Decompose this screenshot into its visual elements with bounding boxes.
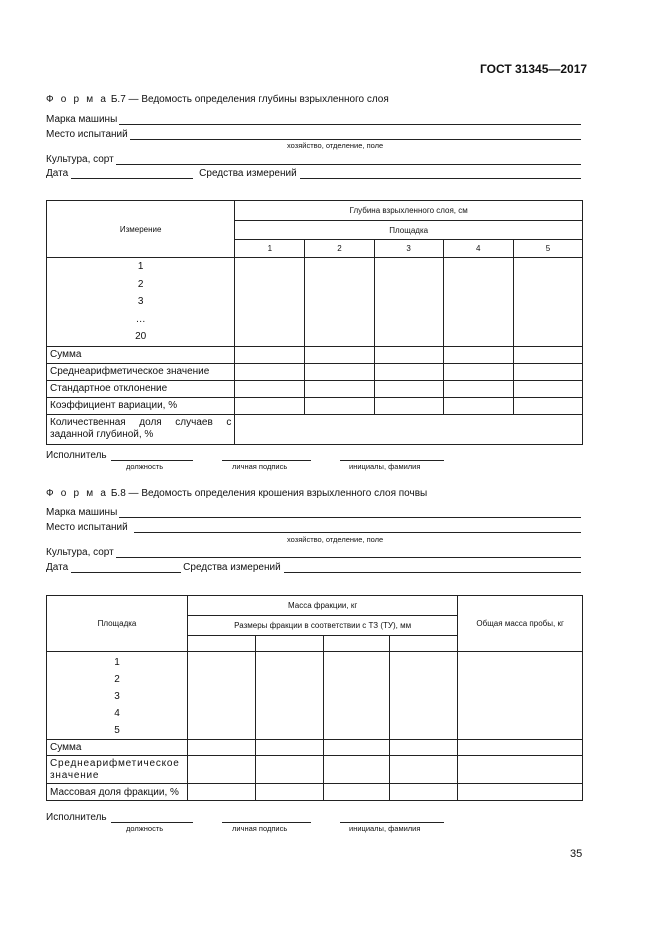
date-line[interactable] bbox=[71, 562, 181, 573]
row-label-stddev: Стандартное отклонение bbox=[47, 380, 235, 397]
crop-label: Культура, сорт bbox=[46, 154, 114, 165]
plot-number: 3 bbox=[114, 691, 120, 702]
data-cell[interactable] bbox=[255, 784, 323, 801]
data-cell[interactable] bbox=[305, 380, 374, 397]
plot-number: 2 bbox=[305, 240, 374, 258]
data-cell[interactable] bbox=[374, 346, 443, 363]
data-cell[interactable] bbox=[235, 363, 305, 380]
machine-label: Марка машины bbox=[46, 114, 118, 125]
form-b7-machine-field[interactable] bbox=[46, 114, 581, 125]
data-cell[interactable] bbox=[458, 784, 583, 801]
data-cell[interactable] bbox=[235, 258, 305, 347]
machine-label: Марка машины bbox=[46, 507, 118, 518]
site-label: Место испытаний bbox=[46, 129, 128, 140]
signature-line[interactable] bbox=[222, 812, 311, 823]
form-b8-table bbox=[46, 595, 583, 801]
name-caption: инициалы, фамилия bbox=[349, 824, 421, 833]
data-cell[interactable] bbox=[235, 380, 305, 397]
position-line[interactable] bbox=[111, 812, 193, 823]
form-b8-title-text: Б.8 — Ведомость определения крошения взрыхленного слоя почвы bbox=[110, 488, 428, 499]
signature-line[interactable] bbox=[222, 450, 311, 461]
row-label-mass-share: Массовая доля фракции, % bbox=[47, 784, 188, 801]
position-caption: должность bbox=[126, 462, 164, 471]
name-line[interactable] bbox=[340, 450, 444, 461]
form-b7-title bbox=[46, 94, 389, 105]
plot-number: 1 bbox=[114, 657, 120, 668]
measurement-number: 1 bbox=[137, 261, 144, 272]
data-cell[interactable] bbox=[374, 397, 443, 414]
data-cell[interactable] bbox=[235, 397, 305, 414]
data-cell[interactable] bbox=[187, 756, 255, 784]
data-cell[interactable] bbox=[390, 740, 458, 756]
name-line[interactable] bbox=[340, 812, 444, 823]
data-cell[interactable] bbox=[235, 414, 583, 444]
plot-number: 5 bbox=[114, 725, 120, 736]
name-caption: инициалы, фамилия bbox=[349, 462, 421, 471]
depth-header: Глубина взрыхленного слоя, см bbox=[235, 201, 583, 221]
data-cell[interactable] bbox=[390, 756, 458, 784]
data-cell[interactable] bbox=[323, 756, 390, 784]
measurement-ellipsis: … bbox=[135, 313, 146, 325]
measurement-number: 20 bbox=[135, 331, 147, 342]
instruments-label: Средства измерений bbox=[183, 562, 281, 573]
plot-number: 5 bbox=[513, 240, 582, 258]
form-b8-machine-field[interactable] bbox=[46, 507, 581, 518]
row-label-sum: Сумма bbox=[47, 740, 188, 756]
date-line[interactable] bbox=[71, 168, 193, 179]
data-cell[interactable] bbox=[323, 740, 390, 756]
plot-number: 3 bbox=[374, 240, 443, 258]
form-b8-crop-field[interactable] bbox=[46, 547, 581, 558]
form-b8-title bbox=[46, 488, 427, 499]
data-cell[interactable] bbox=[443, 363, 513, 380]
form-b8-title-prefix: Ф о р м а bbox=[46, 488, 109, 499]
form-b7-signature bbox=[46, 450, 466, 472]
executor-label: Исполнитель bbox=[46, 450, 107, 461]
data-cell[interactable] bbox=[513, 258, 582, 347]
position-line[interactable] bbox=[111, 450, 193, 461]
form-b8-signature bbox=[46, 812, 466, 834]
data-cell[interactable] bbox=[305, 346, 374, 363]
mass-header: Масса фракции, кг bbox=[187, 596, 457, 616]
crop-line[interactable] bbox=[116, 154, 581, 165]
data-cell[interactable] bbox=[255, 740, 323, 756]
data-cell[interactable] bbox=[443, 258, 513, 347]
site-hint: хозяйство, отделение, поле bbox=[287, 535, 384, 544]
measurement-list bbox=[47, 258, 235, 347]
row-label-variation: Коэффициент вариации, % bbox=[47, 397, 235, 414]
instruments-label: Средства измерений bbox=[199, 168, 297, 179]
data-cell[interactable] bbox=[374, 380, 443, 397]
data-cell[interactable] bbox=[443, 380, 513, 397]
data-cell[interactable] bbox=[305, 363, 374, 380]
data-cell[interactable] bbox=[458, 756, 583, 784]
form-b7-table bbox=[46, 200, 583, 445]
form-b7-title-text: Б.7 — Ведомость определения глубины взрыхленного слоя bbox=[110, 94, 389, 105]
executor-label: Исполнитель bbox=[46, 812, 107, 823]
form-b7-date-instruments-field[interactable] bbox=[46, 168, 581, 179]
data-cell[interactable] bbox=[374, 258, 443, 347]
machine-line[interactable] bbox=[119, 507, 581, 518]
plot-number: 1 bbox=[235, 240, 305, 258]
form-b7-crop-field[interactable] bbox=[46, 154, 581, 165]
data-cell[interactable] bbox=[513, 363, 582, 380]
data-cell[interactable] bbox=[513, 380, 582, 397]
site-label: Место испытаний bbox=[46, 522, 128, 533]
data-cell[interactable] bbox=[323, 652, 390, 740]
row-label-mean: Среднеарифметическое значение bbox=[47, 363, 235, 380]
data-cell[interactable] bbox=[443, 397, 513, 414]
instruments-line[interactable] bbox=[300, 168, 581, 179]
data-cell[interactable] bbox=[187, 652, 255, 740]
data-cell[interactable] bbox=[458, 740, 583, 756]
data-cell[interactable] bbox=[305, 397, 374, 414]
data-cell[interactable] bbox=[513, 346, 582, 363]
row-label-sum: Сумма bbox=[47, 346, 235, 363]
site-line[interactable] bbox=[130, 129, 581, 140]
data-cell[interactable] bbox=[235, 346, 305, 363]
plot-header: Площадка bbox=[47, 596, 188, 652]
fraction-sizes-header: Размеры фракции в соответствии с ТЗ (ТУ), мм bbox=[187, 616, 457, 636]
data-cell[interactable] bbox=[390, 784, 458, 801]
form-b8-site-field[interactable] bbox=[46, 522, 581, 533]
date-label: Дата bbox=[46, 168, 69, 179]
measurement-number: 3 bbox=[137, 296, 144, 307]
instruments-line[interactable] bbox=[284, 562, 581, 573]
plot-number: 4 bbox=[443, 240, 513, 258]
plot-list bbox=[47, 652, 188, 740]
data-cell[interactable] bbox=[187, 784, 255, 801]
measurement-header: Измерение bbox=[47, 201, 235, 258]
signature-caption: личная подпись bbox=[232, 462, 288, 471]
data-cell[interactable] bbox=[323, 784, 390, 801]
fraction-size-cell[interactable] bbox=[187, 636, 255, 652]
plot-number: 2 bbox=[114, 674, 120, 685]
data-cell[interactable] bbox=[255, 652, 323, 740]
data-cell[interactable] bbox=[513, 397, 582, 414]
crop-line[interactable] bbox=[116, 547, 581, 558]
crop-label: Культура, сорт bbox=[46, 547, 114, 558]
form-b7-title-prefix: Ф о р м а bbox=[46, 94, 109, 105]
measurement-number: 2 bbox=[137, 278, 144, 290]
data-cell[interactable] bbox=[255, 756, 323, 784]
row-label-share: Количественная доля случаев с заданной глубиной, % bbox=[47, 414, 235, 444]
signature-caption: личная подпись bbox=[232, 824, 288, 833]
site-line[interactable] bbox=[134, 522, 581, 533]
form-b8-date-instruments-field[interactable] bbox=[46, 562, 581, 573]
fraction-size-cell[interactable] bbox=[390, 636, 458, 652]
row-label-mean: Среднеарифметическое значение bbox=[47, 756, 188, 784]
data-cell[interactable] bbox=[187, 740, 255, 756]
plot-number: 4 bbox=[114, 708, 120, 719]
fraction-size-cell[interactable] bbox=[255, 636, 323, 652]
page-number: 35 bbox=[570, 848, 583, 860]
plot-header: Площадка bbox=[235, 221, 583, 240]
data-cell[interactable] bbox=[458, 652, 583, 740]
machine-line[interactable] bbox=[119, 114, 581, 125]
site-hint: хозяйство, отделение, поле bbox=[287, 141, 384, 150]
data-cell[interactable] bbox=[374, 363, 443, 380]
data-cell[interactable] bbox=[305, 258, 374, 347]
date-label: Дата bbox=[46, 562, 69, 573]
data-cell[interactable] bbox=[443, 346, 513, 363]
total-mass-header: Общая масса пробы, кг bbox=[458, 596, 583, 652]
position-caption: должность bbox=[126, 824, 164, 833]
form-b7-site-field[interactable] bbox=[46, 129, 581, 140]
data-cell[interactable] bbox=[390, 652, 458, 740]
fraction-size-cell[interactable] bbox=[323, 636, 390, 652]
standard-number: ГОСТ 31345—2017 bbox=[480, 62, 588, 76]
